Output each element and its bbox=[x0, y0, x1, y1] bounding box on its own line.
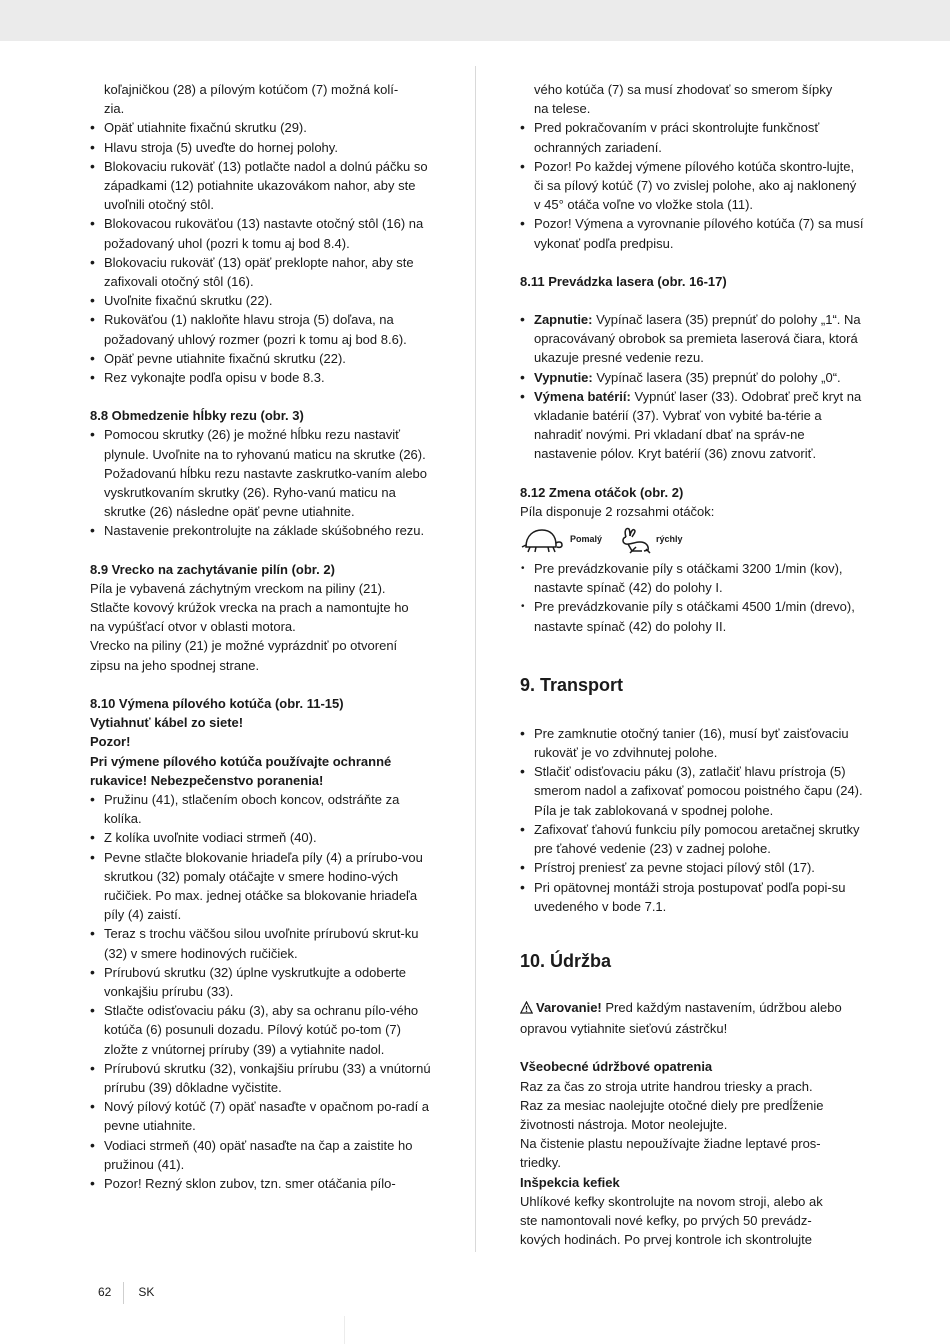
turtle-icon bbox=[520, 525, 564, 555]
list-item: • Blokovacou rukoväťou (13) nastavte otočný stôl (16) na požadovaný uhol (pozri k tomu aj bod 8.4). bbox=[90, 214, 435, 252]
heading-line: Pozor! bbox=[90, 734, 131, 750]
list-item: • Pozor! Po každej výmene pílového kotúča skontro-lujte, či sa pílový kotúč (7) vo zvislej polohe, ako aj naklonený v 45° otáča voľne vo vložke stola (11). bbox=[520, 157, 865, 215]
bottom-mark bbox=[344, 1316, 345, 1344]
page-footer bbox=[98, 1282, 154, 1304]
brush-inspection-heading: Inšpekcia kefiek bbox=[520, 1174, 620, 1190]
heading-line: 8.10 Výmena pílového kotúča (obr. 11-15) bbox=[90, 695, 344, 711]
text-line: Vrecko na piliny (21) je možné vyprázdniť po otvorení bbox=[90, 638, 398, 654]
list-item: • Stlačiť odisťovaciu páku (3), zatlačiť hlavu prístroja (5) smerom nadol a zafixovať pomocou poistného čapu (24). Píla je tak zablokovaná v spodnej polohe. bbox=[520, 762, 865, 820]
list-item: • Pomocou skrutky (26) je možné hĺbku rezu nastaviť plynule. Uvoľnite na to ryhovanú maticu na skrutke (26). Požadovanú hĺbku rezu nastavte zaskrutko-vaním alebo vyskrutkovaním skrutky (26). Ryho-vanú maticu na skrutke (26) následne opäť pevne utiahnite. bbox=[90, 425, 435, 521]
list-item bbox=[520, 368, 865, 387]
list-item: • Zafixovať ťahovú funkciu píly pomocou aretačnej skrutky pre ťahové vedenie (23) v zadnej polohe. bbox=[520, 820, 865, 858]
list-item bbox=[520, 310, 865, 368]
list-item: • Rez vykonajte podľa opisu v bode 8.3. bbox=[90, 368, 435, 387]
list-item: • Pre prevádzkovanie píly s otáčkami 3200 1/min (kov), nastavte spínač (42) do polohy I. bbox=[520, 559, 865, 597]
section-8-12-list bbox=[520, 559, 865, 636]
list-item: • Hlavu stroja (5) uveďte do hornej polohy. bbox=[90, 138, 435, 157]
list-item: • Z kolíka uvoľnite vodiaci strmeň (40). bbox=[90, 828, 435, 847]
left-column bbox=[90, 80, 435, 1193]
section-9-list bbox=[520, 724, 865, 916]
speed-fast-label: rýchly bbox=[656, 534, 683, 545]
list-item: • Pozor! Rezný sklon zubov, tzn. smer otáčania pílo- bbox=[90, 1174, 435, 1193]
section-heading-8-10 bbox=[90, 694, 435, 790]
top-bar bbox=[0, 0, 950, 41]
maintenance-text bbox=[520, 1077, 865, 1173]
text-line: koľajničkou (28) a pílovým kotúčom (7) možná kolí- bbox=[104, 82, 399, 97]
list-item: • Opäť pevne utiahnite fixačnú skrutku (22). bbox=[90, 349, 435, 368]
text-line: na vypúšťací otvor v oblasti motora. bbox=[90, 619, 296, 635]
section-8-10-list bbox=[90, 790, 435, 1193]
column-divider bbox=[475, 66, 476, 1252]
warning-text: Pred každým nastavením, údržbou alebo bbox=[601, 999, 842, 1015]
section-heading-8-11: 8.11 Prevádzka lasera (obr. 16-17) bbox=[520, 273, 727, 289]
text-line: Uhlíkové kefky skontrolujte na novom stroji, alebo ak bbox=[520, 1193, 823, 1209]
speed-slow-label: Pomalý bbox=[570, 534, 603, 545]
right-list-1 bbox=[520, 118, 865, 252]
list-item: • Rukoväťou (1) nakloňte hlavu stroja (5) doľava, na požadovaný uhlový rozmer (pozri k tomu aj bod 8.6). bbox=[90, 310, 435, 348]
right-intro bbox=[520, 80, 865, 118]
text-line: triedky. bbox=[520, 1155, 561, 1171]
list-item bbox=[520, 387, 865, 464]
list-item: • Blokovaciu rukoväť (13) opäť preklopte nahor, aby ste zafixovali otočný stôl (16). bbox=[90, 253, 435, 291]
left-intro bbox=[90, 80, 435, 118]
text-line: Raz za mesiac naolejujte otočné diely pre predĺženie bbox=[520, 1097, 824, 1113]
language-code: SK bbox=[138, 1285, 155, 1300]
list-item: • Pružinu (41), stlačením oboch koncov, odstráňte za kolíka. bbox=[90, 790, 435, 828]
text-line: na telese. bbox=[534, 101, 591, 117]
brush-inspection-text bbox=[520, 1192, 865, 1250]
section-heading-8-8: 8.8 Obmedzenie hĺbky rezu (obr. 3) bbox=[90, 408, 304, 424]
section-8-12-text: Píla disponuje 2 rozsahmi otáčok: bbox=[520, 503, 715, 519]
heading-line: Pri výmene pílového kotúča používajte ochranné bbox=[90, 753, 392, 769]
text-line: opravou vytiahnite sieťovú zástrčku! bbox=[520, 1021, 728, 1037]
text-line: Píla je vybavená záchytným vreckom na piliny (21). bbox=[90, 580, 386, 596]
text-line: Raz za čas zo stroja utrite handrou triesky a prach. bbox=[520, 1078, 813, 1094]
item-text: Vypínač lasera (35) prepnúť do polohy „1“. Na opracovávaný obrobok sa premieta laserová čiara, ktorá ukazuje presné vedenie rezu. bbox=[534, 312, 861, 366]
list-item: • Prírubovú skrutku (32) úplne vyskrutkujte a odoberte vonkajšiu prírubu (33). bbox=[90, 963, 435, 1001]
list-item: • Pre zamknutie otočný tanier (16), musí byť zaisťovaciu rukoväť je vo zdvihnutej polohe. bbox=[520, 724, 865, 762]
list-item: • Prírubovú skrutku (32), vonkajšiu prírubu (33) a vnútornú prírubu (39) dôkladne vyčistite. bbox=[90, 1059, 435, 1097]
left-list-1 bbox=[90, 118, 435, 387]
item-bold-label: Výmena batérií: bbox=[534, 388, 631, 404]
list-item: • Prístroj preniesť za pevne stojaci pílový stôl (17). bbox=[520, 858, 865, 877]
heading-line: Vytiahnuť kábel zo siete! bbox=[90, 715, 244, 731]
footer-separator bbox=[123, 1282, 124, 1304]
section-8-11-list bbox=[520, 310, 865, 464]
text-line: ste namontovali nové kefky, po prvých 50 prevádz- bbox=[520, 1212, 812, 1228]
section-heading-10: 10. Údržba bbox=[520, 950, 612, 971]
list-item: • Uvoľnite fixačnú skrutku (22). bbox=[90, 291, 435, 310]
item-bold-label: Vypnutie: bbox=[534, 369, 593, 385]
item-bold-label: Zapnutie: bbox=[534, 312, 593, 328]
list-item: • Pri opätovnej montáži stroja postupovať podľa popi-su uvedeného v bode 7.1. bbox=[520, 878, 865, 916]
warning-note bbox=[520, 998, 865, 1038]
speed-symbols bbox=[520, 521, 865, 559]
list-item: • Blokovaciu rukoväť (13) potlačte nadol a dolnú páčku so západkami (12) potiahnite ukazovákom nahor, aby ste uvoľnili otočný stôl. bbox=[90, 157, 435, 215]
list-item: • Nastavenie prekontrolujte na základe skúšobného rezu. bbox=[90, 521, 435, 540]
text-line: zipsu na jeho spodnej strane. bbox=[90, 657, 260, 673]
section-8-9-text bbox=[90, 579, 435, 675]
section-heading-8-12: 8.12 Zmena otáčok (obr. 2) bbox=[520, 484, 684, 500]
heading-line: rukavice! Nebezpečenstvo poranenia! bbox=[90, 772, 324, 788]
list-item: • Pred pokračovaním v práci skontrolujte funkčnosť ochranných zariadení. bbox=[520, 118, 865, 156]
item-text: Vypínač lasera (35) prepnúť do polohy „0“. bbox=[592, 369, 841, 385]
text-line: Stlačte kovový krúžok vrecka na prach a namontujte ho bbox=[90, 600, 409, 616]
list-item: • Vodiaci strmeň (40) opäť nasaďte na čap a zaistite ho pružinou (41). bbox=[90, 1136, 435, 1174]
section-heading-8-9: 8.9 Vrecko na zachytávanie pilín (obr. 2) bbox=[90, 561, 335, 577]
text-line bbox=[520, 998, 865, 1019]
list-item: • Nový pílový kotúč (7) opäť nasaďte v opačnom po-radí a pevne utiahnite. bbox=[90, 1097, 435, 1135]
list-item: • Teraz s trochu väčšou silou uvoľnite prírubovú skrut-ku (32) v smere hodinových ručičiek. bbox=[90, 924, 435, 962]
section-heading-9: 9. Transport bbox=[520, 674, 624, 695]
list-item: • Stlačte odisťovaciu páku (3), aby sa ochranu pílo-vého kotúča (6) posunuli dozadu. Pílový kotúč po-tom (7) zložte z vnútornej príruby (39) a vytiahnite nadol. bbox=[90, 1001, 435, 1059]
list-item: • Pre prevádzkovanie píly s otáčkami 4500 1/min (drevo), nastavte spínač (42) do polohy II. bbox=[520, 597, 865, 635]
maintenance-heading: Všeobecné údržbové opatrenia bbox=[520, 1059, 713, 1075]
rabbit-icon bbox=[620, 525, 652, 555]
page-number: 62 bbox=[98, 1285, 112, 1300]
right-column bbox=[520, 80, 865, 1249]
warning-label: Varovanie! bbox=[536, 999, 602, 1015]
item-text: Vypnúť laser (33). Odobrať preč kryt na vkladanie batérií (37). Vybrať von vybité ba-térie a nahradiť novými. Pri vkladaní dbať na správ-ne nastavenie pólov. Kryt batérií (36) znovu zatvoriť. bbox=[534, 388, 862, 462]
text-line: zia. bbox=[104, 101, 125, 117]
warning-icon bbox=[520, 1000, 533, 1019]
text-line: vého kotúča (7) sa musí zhodovať so smerom šípky bbox=[534, 82, 833, 97]
text-line: kových hodinách. Po prvej kontrole ich skontrolujte bbox=[520, 1232, 812, 1248]
list-item: • Pevne stlačte blokovanie hriadeľa píly (4) a prírubo-vou skrutkou (32) pomaly otáčajte v smere hodino-vých ručičiek. Po max. jednej otáčke sa blokovanie hriadeľa píly (4) zaistí. bbox=[90, 848, 435, 925]
text-line: Na čistenie plastu nepoužívajte žiadne leptavé pros- bbox=[520, 1136, 821, 1152]
section-8-8-list bbox=[90, 425, 435, 540]
list-item: • Opäť utiahnite fixačnú skrutku (29). bbox=[90, 118, 435, 137]
text-line: životnosti nástroja. Motor neolejujte. bbox=[520, 1116, 728, 1132]
list-item: • Pozor! Výmena a vyrovnanie pílového kotúča (7) sa musí vykonať podľa predpisu. bbox=[520, 214, 865, 252]
